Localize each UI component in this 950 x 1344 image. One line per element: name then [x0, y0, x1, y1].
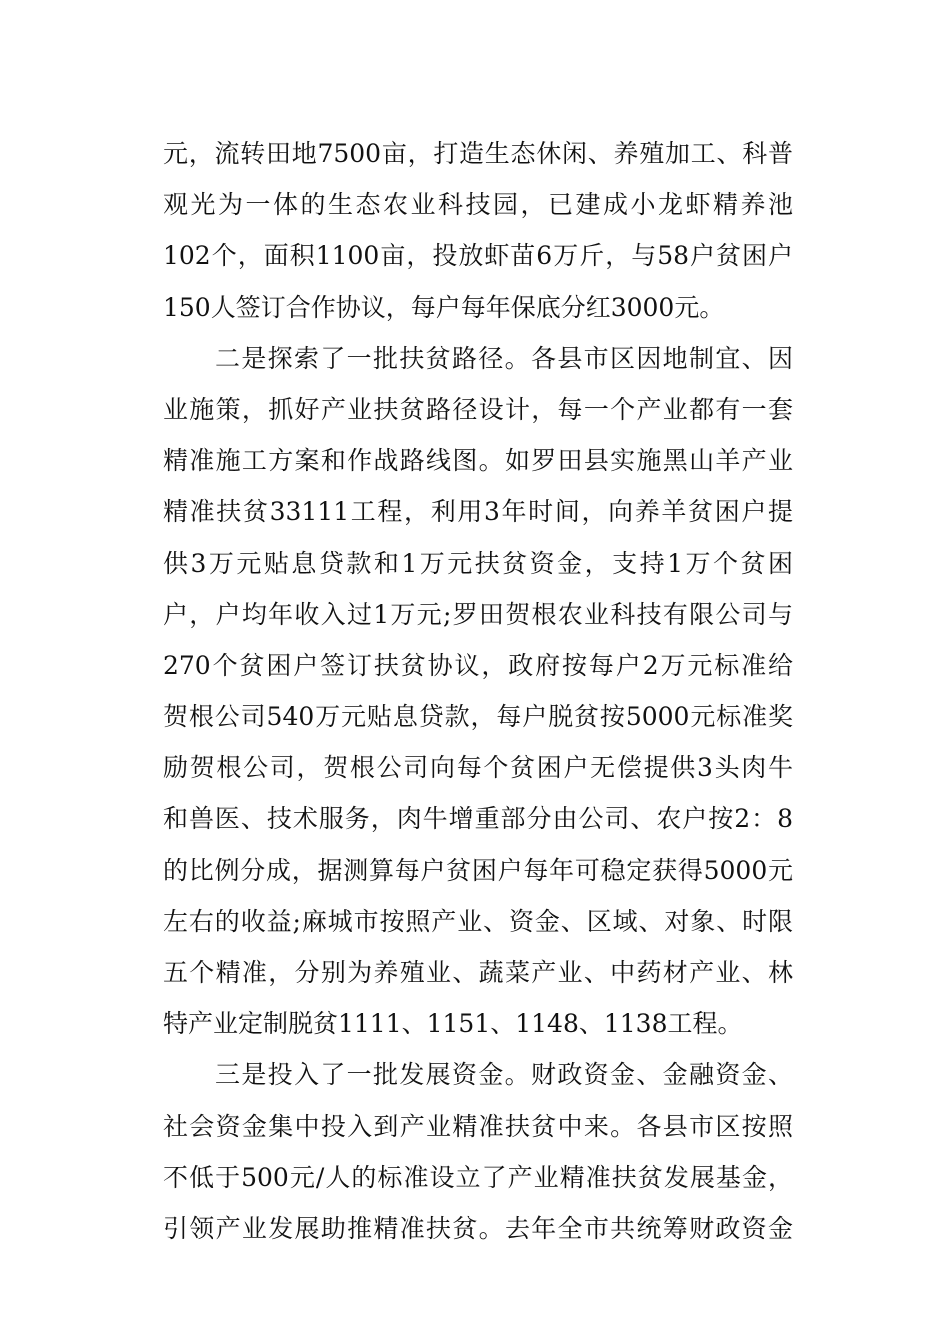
paragraph-line: 精准扶贫33111工程，利用3年时间，向养羊贫困户提: [163, 497, 793, 527]
paragraph-line: 270个贫困户签订扶贫协议，政府按每户2万元标准给: [163, 650, 793, 680]
paragraph-line: 元，流转田地7500亩，打造生态休闲、养殖加工、科普: [163, 139, 793, 168]
paragraph-line: 社会资金集中投入到产业精准扶贫中来。各县市区按照: [163, 1111, 793, 1141]
paragraph-line: 和兽医、技术服务，肉牛增重部分由公司、农户按2：8: [163, 804, 793, 834]
paragraph-line: 不低于500元/人的标准设立了产业精准扶贫发展基金，: [163, 1162, 793, 1192]
paragraph-line: 特产业定制脱贫1111、1151、1148、1138工程。: [163, 1009, 743, 1039]
paragraph-2: [163, 333, 793, 1050]
paragraph-line: 励贺根公司，贺根公司向每个贫困户无偿提供3头肉牛: [163, 753, 793, 783]
paragraph-line: 左右的收益;麻城市按照产业、资金、区域、对象、时限: [163, 906, 793, 936]
paragraph-line: 户，户均年收入过1万元;罗田贺根农业科技有限公司与: [163, 599, 793, 629]
paragraph-line: 业施策，抓好产业扶贫路径设计，每一个产业都有一套: [163, 394, 793, 424]
paragraph-line: 精准施工方案和作战路线图。如罗田县实施黑山羊产业: [163, 446, 793, 476]
paragraph-3: [163, 1049, 793, 1254]
paragraph-line: 二是探索了一批扶贫路径。各县市区因地制宜、因: [215, 343, 793, 373]
paragraph-line: 贺根公司540万元贴息贷款，每户脱贫按5000元标准奖: [163, 702, 793, 732]
paragraph-line: 五个精准，分别为养殖业、蔬菜产业、中药材产业、林: [163, 958, 793, 987]
paragraph-1: [163, 128, 793, 333]
paragraph-line: 引领产业发展助推精准扶贫。去年全市共统筹财政资金: [163, 1213, 793, 1243]
paragraph-line: 的比例分成，据测算每户贫困户每年可稳定获得5000元: [163, 855, 793, 885]
paragraph-line: 102个，面积1100亩，投放虾苗6万斤，与58户贫困户: [163, 241, 793, 271]
paragraph-line: 三是投入了一批发展资金。财政资金、金融资金、: [215, 1060, 793, 1090]
paragraph-line: 150人签订合作协议，每户每年保底分红3000元。: [163, 292, 725, 322]
document-body: [163, 128, 793, 1254]
paragraph-line: 观光为一体的生态农业科技园，已建成小龙虾精养池: [163, 190, 793, 220]
paragraph-line: 供3万元贴息贷款和1万元扶贫资金，支持1万个贫困: [163, 548, 793, 578]
